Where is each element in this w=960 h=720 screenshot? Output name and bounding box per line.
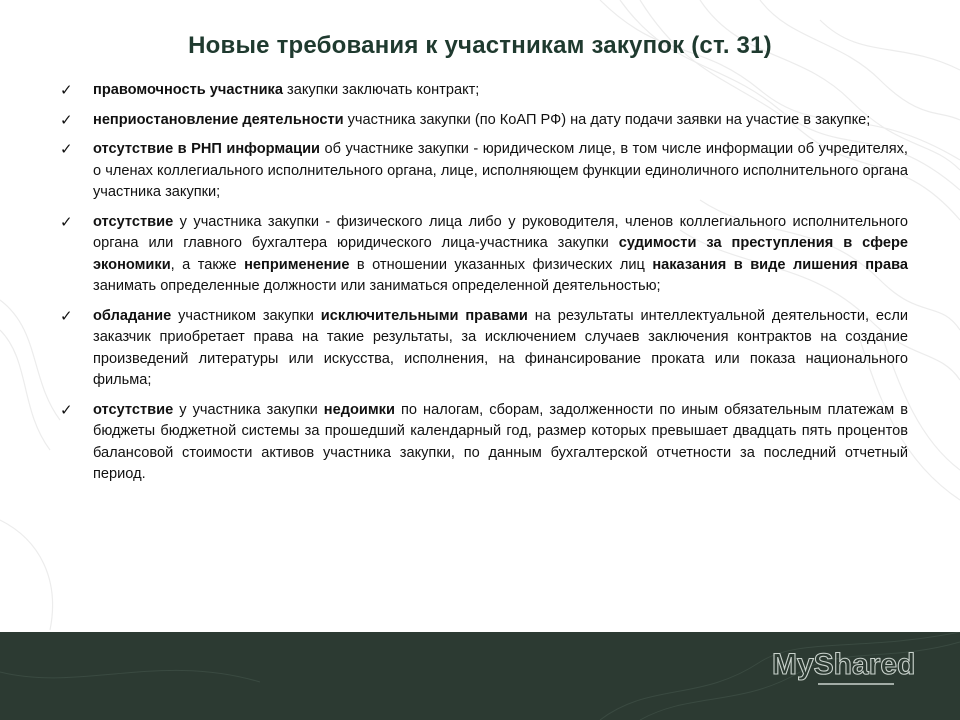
requirement-text <box>93 141 908 200</box>
requirement-item <box>60 212 908 298</box>
requirement-plain-text: у участника закупки - физического лица либо у руководителя, членов коллегиального исполнительного органа или главного бухгалтера юридического лица-участника закупки <box>93 213 908 251</box>
myshared-logo <box>768 644 928 688</box>
requirement-plain-text: у участника закупки <box>173 401 324 418</box>
requirement-emphasis: правомочность участника <box>93 82 283 98</box>
requirement-text <box>93 214 908 295</box>
requirement-emphasis: отсутствие в РНП информации <box>93 141 321 157</box>
checkmark-icon: ✓ <box>60 213 73 231</box>
requirement-plain-text: по налогам, сборам, задолженности по иным обязательным платежам в бюджеты бюджетной системы за прошедший календарный год, размер которых превышает двадцать пять процентов балансовой стоимости активов участника закупки, по данным бухгалтерской отчетности за последний отчетный период. <box>93 401 908 482</box>
requirement-plain-text: участника закупки (по КоАП РФ) на дату подачи заявки на участие в закупке; <box>343 111 871 128</box>
requirement-item <box>60 306 908 392</box>
requirement-emphasis: наказания в виде лишения права <box>652 256 908 273</box>
requirement-emphasis: отсутствие <box>93 401 174 418</box>
checkmark-icon: ✓ <box>60 82 73 99</box>
requirement-emphasis: недоимки <box>323 401 395 418</box>
checkmark-icon: ✓ <box>60 141 73 158</box>
requirement-plain-text: в отношении указанных физических лиц <box>349 256 653 273</box>
requirement-emphasis: неприменение <box>244 256 350 273</box>
requirement-plain-text: , а также <box>170 256 245 273</box>
requirement-item <box>60 110 908 132</box>
requirement-plain-text: на результаты интеллектуальной деятельности, если заказчик приобретает права на такие результаты, за исключением случаев заключения контрактов на создание произведений литературы или искусства, исполнения, на финансирование проката или показа национального фильма; <box>93 307 908 388</box>
svg-text:MyShared: MyShared <box>772 648 916 681</box>
checkmark-icon: ✓ <box>60 401 73 419</box>
requirement-emphasis: исключительными правами <box>320 307 528 324</box>
requirement-item <box>60 139 908 204</box>
requirement-text <box>93 112 870 128</box>
requirement-plain-text: участником закупки <box>171 307 321 324</box>
requirement-plain-text: закупки заключать контракт; <box>282 82 480 98</box>
requirement-plain-text: об участнике закупки - юридическом лице, в том числе информации об учредителях, о членах коллегиального исполнительного органа, лице, исполняющем функции единоличного исполнительного органа участника закупки; <box>93 141 908 200</box>
checkmark-icon: ✓ <box>60 307 73 325</box>
requirement-item <box>60 400 908 486</box>
requirement-emphasis: неприостановление деятельности <box>93 111 344 128</box>
requirement-text <box>93 82 479 98</box>
slide-title: Новые требования к участникам закупок (ст. 31) <box>188 32 772 59</box>
requirement-emphasis: обладание <box>93 307 172 324</box>
requirements-list <box>60 80 908 494</box>
requirement-emphasis: отсутствие <box>93 213 174 230</box>
requirement-item <box>60 80 908 102</box>
requirement-text <box>93 308 908 389</box>
requirement-plain-text: занимать определенные должности или заниматься определенной деятельностью; <box>93 278 661 294</box>
requirement-emphasis: судимости за преступления в сфере экономики <box>93 235 908 273</box>
checkmark-icon: ✓ <box>60 111 73 129</box>
requirement-text <box>93 402 908 483</box>
